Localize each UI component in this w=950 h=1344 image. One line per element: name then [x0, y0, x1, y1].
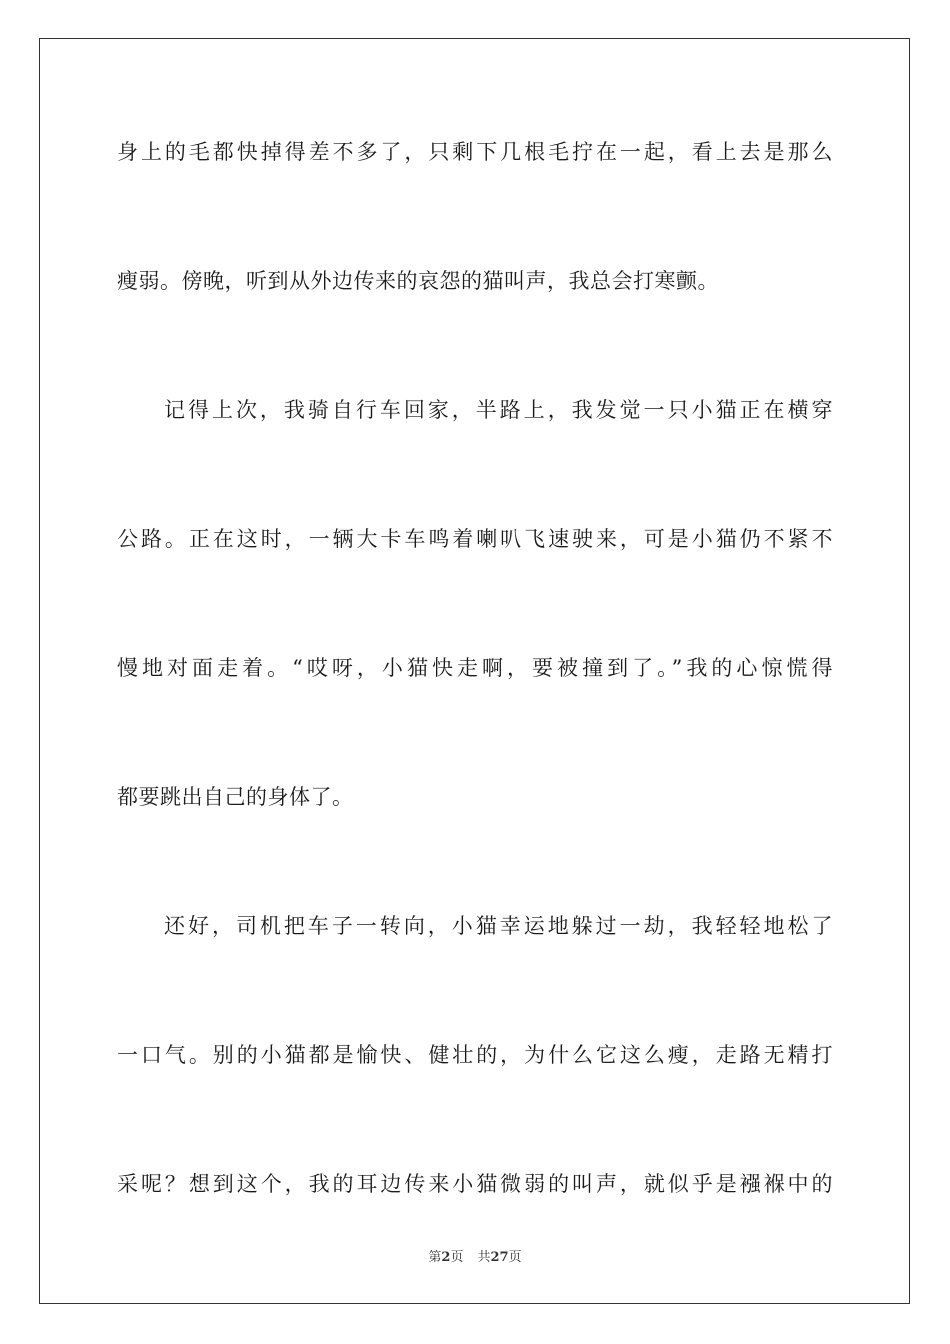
- text-line-8: 一口气。别的小猫都是愉快、健壮的，为什么它这么瘦，走路无精打: [117, 1043, 833, 1067]
- text-line-6: 都要跳出自己的身体了。: [117, 785, 354, 809]
- text-line-1: 身上的毛都快掉得差不多了，只剩下几根毛拧在一起，看上去是那么: [117, 140, 833, 164]
- total-prefix: 共: [477, 1250, 491, 1265]
- page-prefix: 第: [428, 1250, 442, 1265]
- text-line-7: 还好，司机把车子一转向，小猫幸运地躲过一劫，我轻轻地松了: [164, 914, 833, 938]
- text-line-5: 慢地对面走着。“哎呀，小猫快走啊，要被撞到了。”我的心惊慌得: [117, 656, 833, 680]
- text-line-2: 瘦弱。傍晚，听到从外边传来的哀怨的猫叫声，我总会打寒颤。: [117, 269, 719, 293]
- text-line-9: 采呢？想到这个，我的耳边传来小猫微弱的叫声，就似乎是襁褓中的: [117, 1172, 833, 1196]
- text-line-3: 记得上次，我骑自行车回家，半路上，我发觉一只小猫正在横穿: [164, 398, 833, 422]
- text-line-4: 公路。正在这时，一辆大卡车鸣着喇叭飞速驶来，可是小猫仍不紧不: [117, 527, 833, 551]
- total-pages: 27: [490, 1250, 509, 1265]
- body-text: [117, 123, 833, 1284]
- page-suffix: 页: [450, 1250, 464, 1265]
- total-suffix: 页: [508, 1250, 522, 1265]
- page-number: 2: [441, 1250, 451, 1265]
- page-footer: [0, 1246, 950, 1265]
